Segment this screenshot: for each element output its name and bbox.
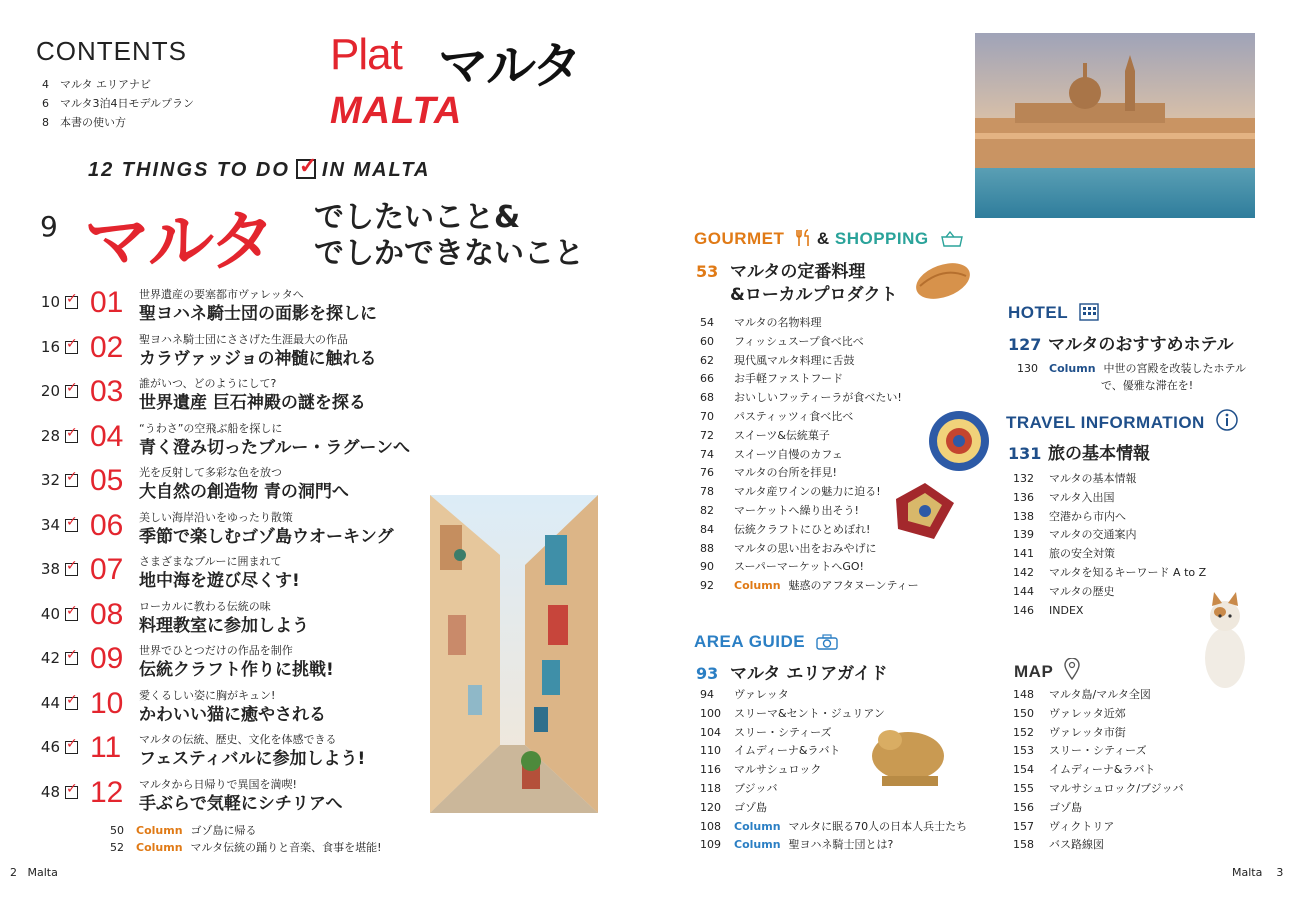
- gourmet-shopping-heading: GOURMET & SHOPPING: [694, 229, 964, 249]
- list-item[interactable]: 148 マルタ島/マルタ全図: [1013, 688, 1151, 701]
- list-item[interactable]: 62 現代風マルタ料理に舌鼓: [700, 353, 855, 367]
- checkbox-icon: [65, 385, 78, 398]
- travel-list: [1013, 470, 1206, 620]
- list-item[interactable]: 44 ✓ 10 愛くるしい姿に胸がキュン! かわいい猫に癒やされる: [34, 687, 434, 732]
- list-item[interactable]: 144 マルタの歴史: [1013, 584, 1115, 598]
- contents-title: CONTENTS: [36, 36, 187, 66]
- checkbox-icon: [65, 741, 78, 754]
- list-item[interactable]: 28 ✓ 04 “うわさ”の空飛ぶ船を探しに 青く澄み切ったブルー・ラグーンへ: [34, 420, 434, 465]
- list-item[interactable]: 78 マルタ産ワインの魅力に迫る!: [700, 485, 881, 499]
- area-main[interactable]: 93 マルタ エリアガイド: [696, 664, 888, 684]
- things-list: [34, 286, 434, 820]
- list-item[interactable]: 68 おいしいフッティーラが食べたい!: [700, 391, 902, 405]
- area-list: [700, 686, 967, 855]
- list-item[interactable]: 154 イムディーナ&ラバト: [1013, 763, 1156, 777]
- checkbox-icon: [65, 519, 78, 532]
- cutlery-icon: [796, 229, 812, 247]
- list-item[interactable]: 110 イムディーナ&ラバト: [700, 744, 841, 758]
- list-item[interactable]: 132 マルタの基本情報: [1013, 472, 1137, 485]
- intro-item[interactable]: 6 マルタ3泊4日モデルプラン: [42, 97, 195, 110]
- checkbox-icon: [65, 341, 78, 354]
- list-item[interactable]: 20 ✓ 03 誰がいつ、どのようにして? 世界遺産 巨石神殿の謎を探る: [34, 375, 434, 420]
- list-item[interactable]: 120 ゴゾ島: [700, 800, 767, 814]
- checkbox-icon: [65, 474, 78, 487]
- list-item[interactable]: 141 旅の安全対策: [1013, 547, 1115, 561]
- list-item[interactable]: 76 マルタの台所を拝見!: [700, 466, 837, 480]
- list-item[interactable]: 109 Column 聖ヨハネ騎士団とは?: [700, 838, 894, 852]
- shopping-bag-icon: [940, 231, 964, 247]
- list-item[interactable]: 158 バス路線図: [1013, 838, 1104, 852]
- footer-left: 2 Malta: [10, 866, 58, 879]
- pastizzi-photo: [912, 256, 974, 310]
- map-heading: MAP: [1014, 658, 1080, 682]
- list-item[interactable]: 142 マルタを知るキーワード A to Z: [1013, 565, 1207, 579]
- list-item[interactable]: 108 Column マルタに眠る70人の日本人兵士たち: [700, 819, 968, 833]
- intro-list: [42, 75, 194, 132]
- checkbox-icon: [65, 430, 78, 443]
- list-item[interactable]: 54 マルタの名物料理: [700, 316, 822, 329]
- list-item[interactable]: 100 スリーマ&セント・ジュリアン: [700, 706, 885, 720]
- map-pin-icon: [1064, 658, 1080, 680]
- list-item[interactable]: 82 マーケットへ繰り出そう!: [700, 503, 859, 517]
- travel-heading: TRAVEL INFORMATION: [1006, 409, 1238, 433]
- checkbox-icon: [65, 563, 78, 576]
- building-icon: [1079, 303, 1099, 321]
- hotel-main[interactable]: 127 マルタのおすすめホテル: [1008, 335, 1234, 355]
- list-item[interactable]: 32 ✓ 05 光を反射して多彩な色を放つ 大自然の創造物 青の洞門へ: [34, 464, 434, 509]
- list-item[interactable]: 150 ヴァレッタ近郊: [1013, 706, 1126, 720]
- list-item[interactable]: 46 ✓ 11 マルタの伝統、歴史、文化を体感できる フェスティバルに参加しよう!: [34, 731, 434, 776]
- list-item[interactable]: 116 マルサシュロック: [700, 763, 822, 777]
- valletta-photo: [975, 33, 1255, 218]
- list-item[interactable]: 152 ヴァレッタ市街: [1013, 725, 1126, 739]
- street-photo: [430, 495, 598, 813]
- gourmet-list: [700, 314, 919, 596]
- list-item[interactable]: 42 ✓ 09 世界でひとつだけの作品を制作 伝統クラフト作りに挑戦!: [34, 642, 434, 687]
- travel-main[interactable]: 131 旅の基本情報: [1008, 444, 1150, 464]
- gourmet-main[interactable]: 53 マルタの定番料理 &ローカルプロダクト: [696, 262, 898, 305]
- list-item[interactable]: 90 スーパーマーケットへGO!: [700, 560, 864, 574]
- plate-photo: [928, 410, 990, 476]
- checkbox-icon: [65, 652, 78, 665]
- list-item[interactable]: 74 スイーツ自慢のカフェ: [700, 447, 843, 461]
- hotel-heading: HOTEL: [1008, 303, 1099, 323]
- camera-icon: [816, 634, 838, 650]
- list-item[interactable]: 104 スリー・シティーズ: [700, 725, 832, 739]
- logo-jp: マルタ: [438, 37, 580, 95]
- area-guide-heading: AREA GUIDE: [694, 632, 838, 652]
- list-item[interactable]: 94 ヴァレッタ: [700, 688, 789, 701]
- list-item[interactable]: 138 空港から市内へ: [1013, 509, 1126, 523]
- list-item[interactable]: 136 マルタ入出国: [1013, 490, 1115, 504]
- list-item[interactable]: 34 ✓ 06 美しい海岸沿いをゆったり散策 季節で楽しむゴゾ島ウオーキング: [34, 509, 434, 554]
- list-item[interactable]: 52 Column マルタ伝統の踊りと音楽、食事を堪能!: [110, 841, 382, 854]
- checkbox-icon: [296, 159, 316, 179]
- list-item[interactable]: 118 ブジッバ: [700, 781, 778, 795]
- intro-item[interactable]: 8 本書の使い方: [42, 116, 126, 129]
- feature-subtitle: でしたいこと& でしかできないこと: [314, 200, 584, 271]
- feature-page: 9: [40, 210, 58, 243]
- list-item[interactable]: 146 INDEX: [1013, 603, 1084, 617]
- box-photo: [894, 481, 956, 545]
- list-item[interactable]: 155 マルサシュロック/ブジッバ: [1013, 781, 1184, 795]
- checkbox-icon: [65, 786, 78, 799]
- list-item[interactable]: 153 スリー・シティーズ: [1013, 744, 1147, 758]
- footer-right: Malta 3: [1232, 866, 1284, 879]
- list-item[interactable]: 156 ゴゾ島: [1013, 800, 1082, 814]
- list-item[interactable]: 157 ヴィクトリア: [1013, 819, 1115, 833]
- list-item[interactable]: 50 Column ゴゾ島に帰る: [110, 824, 257, 837]
- checkbox-icon: [65, 608, 78, 621]
- list-item[interactable]: 66 お手軽ファストフード: [700, 372, 844, 386]
- map-list: [1013, 686, 1184, 855]
- list-item[interactable]: 40 ✓ 08 ローカルに教わる伝統の味 料理教室に参加しよう: [34, 598, 434, 643]
- list-item[interactable]: 92 Column 魅惑のアフタヌーンティー: [700, 579, 919, 593]
- logo-malta: MALTA: [330, 90, 463, 132]
- list-item[interactable]: 60 フィッシュスープ食べ比べ: [700, 334, 864, 348]
- list-item[interactable]: 70 パスティッツィ食べ比べ: [700, 409, 854, 423]
- checkbox-icon: [65, 296, 78, 309]
- intro-item[interactable]: 4 マルタ エリアナビ: [42, 78, 152, 91]
- checkbox-icon: [65, 697, 78, 710]
- list-item[interactable]: 38 ✓ 07 さまざまなブルーに囲まれて 地中海を遊び尽くす!: [34, 553, 434, 598]
- feature-title: マルタ: [84, 203, 274, 280]
- info-icon: [1216, 409, 1238, 431]
- left-columns: [110, 822, 382, 856]
- list-item[interactable]: 16 ✓ 02 聖ヨハネ騎士団にささげた生涯最大の作品 カラヴァッジョの神髄に触れる: [34, 331, 434, 376]
- list-item[interactable]: 72 スイーツ&伝統菓子: [700, 428, 830, 442]
- list-item[interactable]: 139 マルタの交通案内: [1013, 528, 1137, 542]
- list-item[interactable]: 48 ✓ 12 マルタから日帰りで異国を満喫! 手ぶらで気軽にシチリアへ: [34, 776, 434, 821]
- list-item[interactable]: 84 伝統クラフトにひとめぼれ!: [700, 522, 871, 536]
- hotel-column[interactable]: 130 Column 中世の宮殿を改装したホテル で、優雅な滞在を!: [1017, 362, 1246, 392]
- list-item[interactable]: 10 ✓ 01 世界遺産の要塞都市ヴァレッタへ 聖ヨハネ騎士団の面影を探しに: [34, 286, 434, 331]
- logo-plat: Plat: [330, 30, 402, 79]
- list-item[interactable]: 88 マルタの思い出をおみやげに: [700, 541, 877, 555]
- things-heading: 12 THINGS TO DO✓ IN MALTA: [88, 159, 430, 182]
- cat-photo: [1200, 592, 1250, 694]
